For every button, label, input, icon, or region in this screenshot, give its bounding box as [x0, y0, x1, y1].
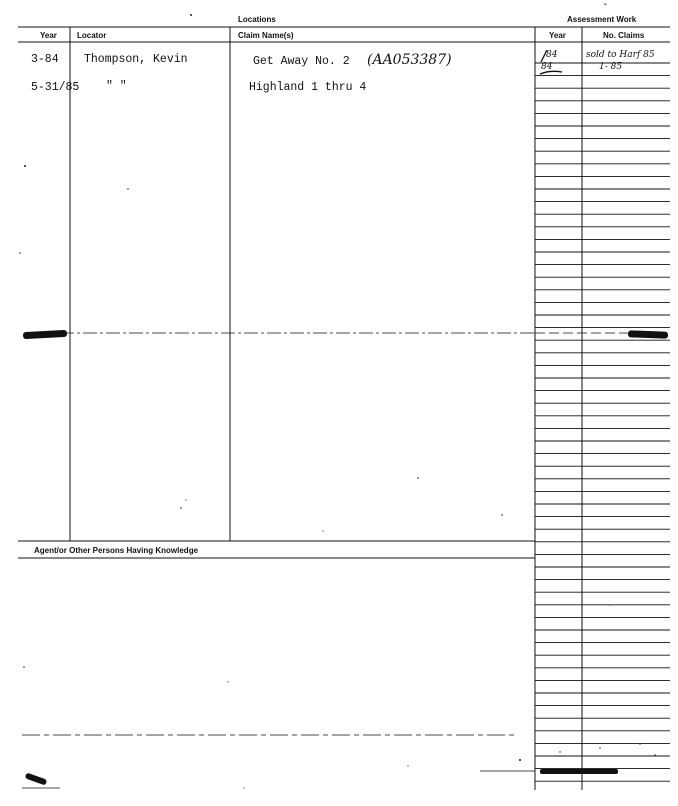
scan-smudge-bottom	[540, 769, 618, 774]
row-2-locator: " "	[106, 80, 127, 93]
row-1-year: 3-84	[31, 53, 59, 66]
aw-entry-2-claims: 1- 85	[599, 62, 623, 72]
assessment-work-title: Assessment Work	[567, 15, 637, 24]
row-2-year: 5-31/85	[31, 81, 80, 94]
row-1-claim-name: Get Away No. 2	[253, 55, 350, 68]
col-locator-header: Locator	[77, 31, 107, 40]
aw-entry-1-year: 84	[546, 50, 558, 60]
scan-smudge-right	[628, 330, 668, 338]
row-2-claim-name: Highland 1 thru 4	[249, 81, 367, 94]
col-year-header: Year	[40, 31, 57, 40]
row-1-claim-serial: (AA053387)	[367, 52, 452, 68]
row-1-locator: Thompson, Kevin	[84, 53, 188, 66]
agent-section-label: Agent/or Other Persons Having Knowledge	[34, 546, 199, 555]
locations-title: Locations	[238, 15, 276, 24]
aw-entry-1-claims: sold to Harf 85	[586, 50, 655, 60]
assessment-tick-mark: "	[604, 4, 607, 10]
col-aw-year-header: Year	[549, 31, 566, 40]
col-aw-no-claims-header: No. Claims	[603, 31, 645, 40]
col-claim-names-header: Claim Name(s)	[238, 31, 294, 40]
aw-entry-2-year: 84	[541, 62, 553, 72]
